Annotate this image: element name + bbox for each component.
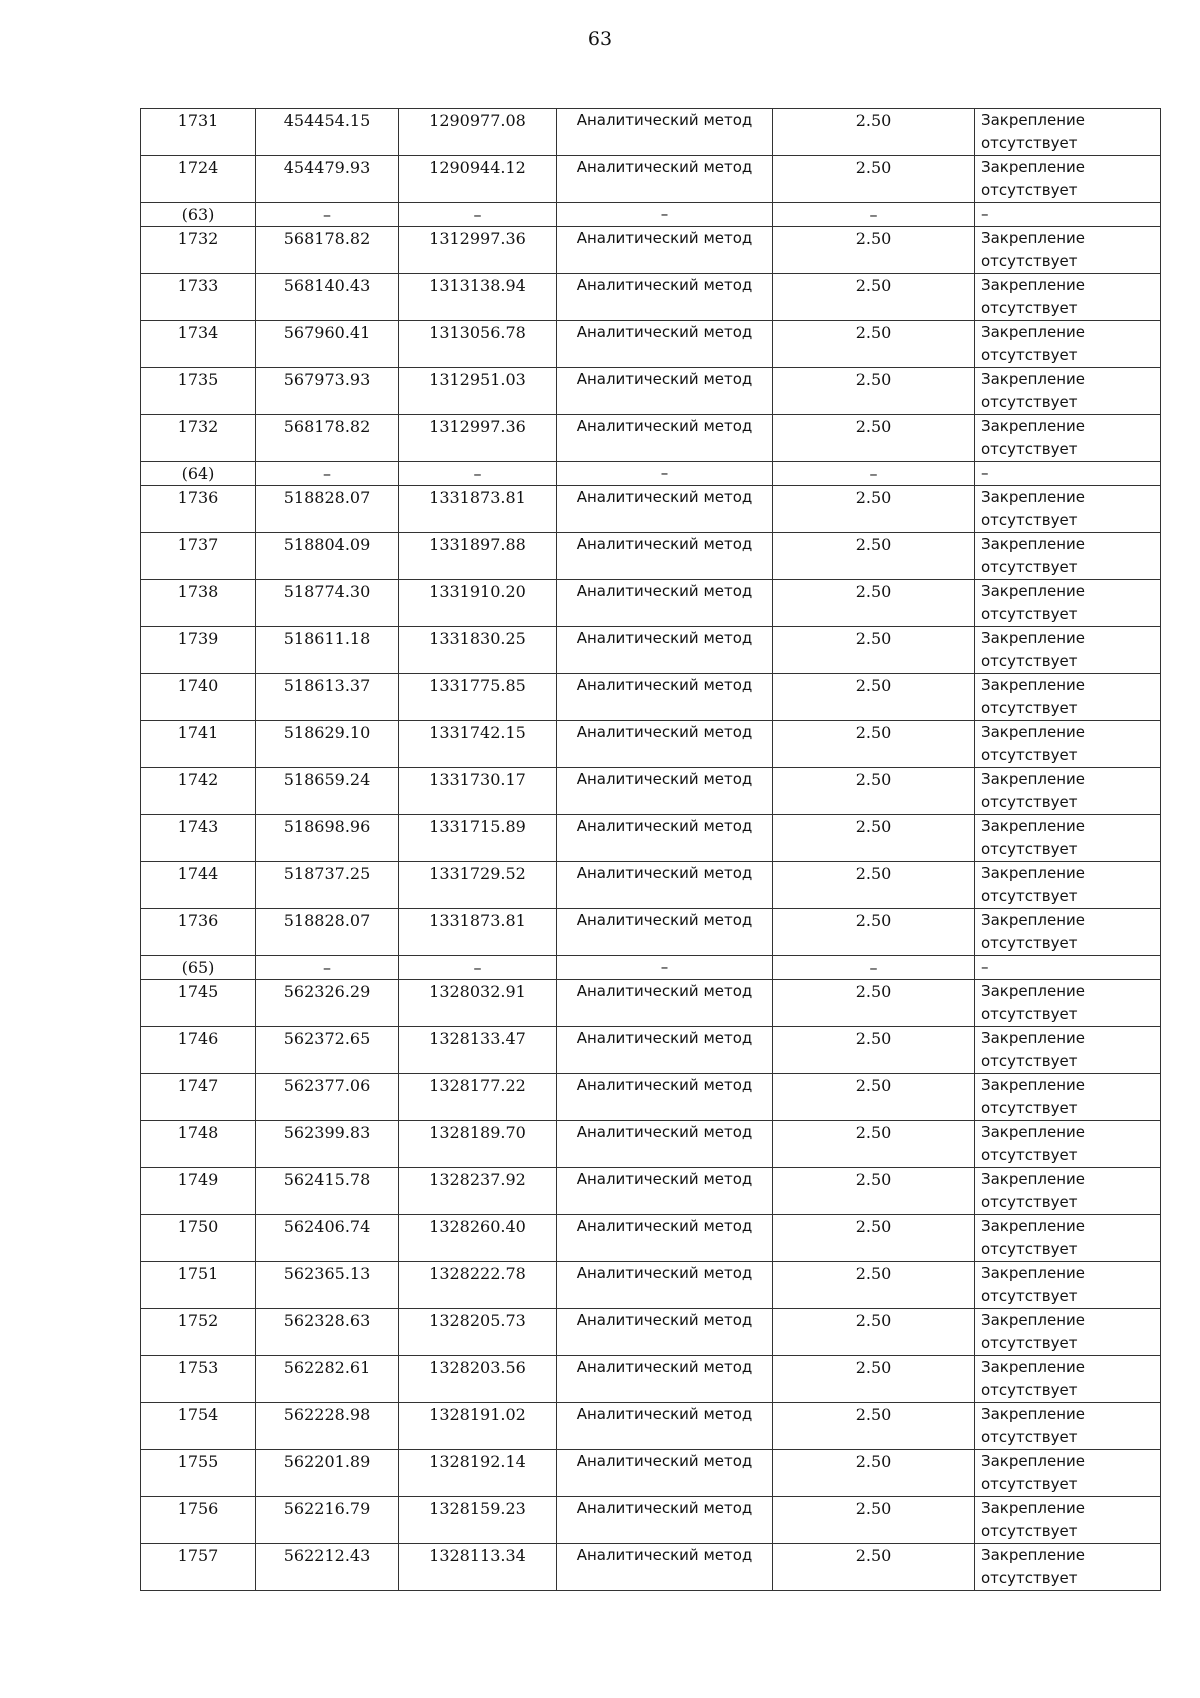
method-cell: Аналитический метод (557, 321, 773, 368)
table-row (141, 486, 1161, 533)
accuracy-cell: 2.50 (773, 674, 975, 721)
method-cell: Аналитический метод (557, 1168, 773, 1215)
coordinate-y-cell: 1331910.20 (399, 580, 557, 627)
method-cell: Аналитический метод (557, 1544, 773, 1591)
point-number-cell: 1736 (141, 486, 256, 533)
method-cell: Аналитический метод (557, 1403, 773, 1450)
coordinate-x-cell: 562372.65 (256, 1027, 399, 1074)
coordinate-y-cell: 1313056.78 (399, 321, 557, 368)
fixing-cell: Закрепление отсутствует (975, 156, 1161, 203)
coordinate-x-cell: 562282.61 (256, 1356, 399, 1403)
method-cell: Аналитический метод (557, 1121, 773, 1168)
method-cell: Аналитический метод (557, 533, 773, 580)
coordinate-y-cell: 1328189.70 (399, 1121, 557, 1168)
method-cell: Аналитический метод (557, 1309, 773, 1356)
fixing-cell: Закрепление отсутствует (975, 1262, 1161, 1309)
coordinate-x-cell: 568178.82 (256, 415, 399, 462)
point-number-cell: 1734 (141, 321, 256, 368)
point-number-cell: 1732 (141, 415, 256, 462)
fixing-cell: Закрепление отсутствует (975, 980, 1161, 1027)
table-row (141, 1356, 1161, 1403)
coordinate-x-cell: 562377.06 (256, 1074, 399, 1121)
accuracy-cell: 2.50 (773, 580, 975, 627)
coordinate-y-cell: 1331742.15 (399, 721, 557, 768)
coordinate-x-cell: 568140.43 (256, 274, 399, 321)
fixing-cell: Закрепление отсутствует (975, 415, 1161, 462)
point-number-cell: 1754 (141, 1403, 256, 1450)
table-row (141, 1027, 1161, 1074)
method-cell: Аналитический метод (557, 1497, 773, 1544)
coordinate-y-cell: 1331775.85 (399, 674, 557, 721)
table-row (141, 156, 1161, 203)
fixing-cell: Закрепление отсутствует (975, 1121, 1161, 1168)
method-cell: Аналитический метод (557, 627, 773, 674)
point-number-cell: 1731 (141, 109, 256, 156)
accuracy-cell: 2.50 (773, 909, 975, 956)
fixing-cell: Закрепление отсутствует (975, 815, 1161, 862)
fixing-cell: Закрепление отсутствует (975, 862, 1161, 909)
table-row (141, 1450, 1161, 1497)
fixing-cell: Закрепление отсутствует (975, 627, 1161, 674)
fixing-cell: Закрепление отсутствует (975, 274, 1161, 321)
method-cell: Аналитический метод (557, 1262, 773, 1309)
page-number: 63 (587, 28, 613, 50)
accuracy-cell: 2.50 (773, 533, 975, 580)
accuracy-cell: 2.50 (773, 721, 975, 768)
coordinate-y-cell: 1290977.08 (399, 109, 557, 156)
accuracy-cell: 2.50 (773, 1074, 975, 1121)
accuracy-cell: 2.50 (773, 156, 975, 203)
coordinate-y-cell: 1328177.22 (399, 1074, 557, 1121)
accuracy-cell: 2.50 (773, 415, 975, 462)
table-row (141, 1168, 1161, 1215)
table-row (141, 533, 1161, 580)
coordinate-y-cell: 1328222.78 (399, 1262, 557, 1309)
table-row (141, 980, 1161, 1027)
table-row (141, 721, 1161, 768)
point-number-cell: 1749 (141, 1168, 256, 1215)
table-row (141, 415, 1161, 462)
table-row (141, 1403, 1161, 1450)
coordinate-y-cell: 1313138.94 (399, 274, 557, 321)
table-row (141, 862, 1161, 909)
fixing-cell: Закрепление отсутствует (975, 1356, 1161, 1403)
point-number-cell: 1724 (141, 156, 256, 203)
coordinate-y-cell: 1328191.02 (399, 1403, 557, 1450)
method-cell: Аналитический метод (557, 156, 773, 203)
accuracy-cell: 2.50 (773, 227, 975, 274)
accuracy-cell: 2.50 (773, 1309, 975, 1356)
fixing-cell: Закрепление отсутствует (975, 227, 1161, 274)
table-row (141, 909, 1161, 956)
coordinate-x-cell: 454454.15 (256, 109, 399, 156)
coordinate-y-cell: 1312951.03 (399, 368, 557, 415)
accuracy-cell: 2.50 (773, 1262, 975, 1309)
table-row (141, 580, 1161, 627)
coordinate-x-cell: 518737.25 (256, 862, 399, 909)
fixing-cell: – (975, 956, 1161, 980)
fixing-cell: Закрепление отсутствует (975, 368, 1161, 415)
accuracy-cell: 2.50 (773, 1356, 975, 1403)
coordinate-x-cell: 518828.07 (256, 909, 399, 956)
coordinate-x-cell: 518629.10 (256, 721, 399, 768)
fixing-cell: Закрепление отсутствует (975, 1544, 1161, 1591)
fixing-cell: Закрепление отсутствует (975, 1027, 1161, 1074)
point-number-cell: 1745 (141, 980, 256, 1027)
coordinate-x-cell: 562365.13 (256, 1262, 399, 1309)
coordinate-y-cell: 1328237.92 (399, 1168, 557, 1215)
method-cell: Аналитический метод (557, 862, 773, 909)
table-row (141, 627, 1161, 674)
coordinate-x-cell: – (256, 203, 399, 227)
accuracy-cell: 2.50 (773, 274, 975, 321)
point-number-cell: 1740 (141, 674, 256, 721)
coordinate-x-cell: 562216.79 (256, 1497, 399, 1544)
coordinate-x-cell: 567973.93 (256, 368, 399, 415)
point-number-cell: (64) (141, 462, 256, 486)
accuracy-cell: 2.50 (773, 815, 975, 862)
coordinate-x-cell: 562328.63 (256, 1309, 399, 1356)
accuracy-cell: 2.50 (773, 1450, 975, 1497)
table-row (141, 1121, 1161, 1168)
coordinate-y-cell: 1331830.25 (399, 627, 557, 674)
point-number-cell: 1752 (141, 1309, 256, 1356)
point-number-cell: 1733 (141, 274, 256, 321)
coordinate-x-cell: – (256, 956, 399, 980)
method-cell: Аналитический метод (557, 109, 773, 156)
fixing-cell: Закрепление отсутствует (975, 674, 1161, 721)
method-cell: Аналитический метод (557, 1215, 773, 1262)
point-number-cell: (65) (141, 956, 256, 980)
point-number-cell: 1751 (141, 1262, 256, 1309)
method-cell: Аналитический метод (557, 768, 773, 815)
table-row (141, 815, 1161, 862)
point-number-cell: 1744 (141, 862, 256, 909)
point-number-cell: 1739 (141, 627, 256, 674)
method-cell: Аналитический метод (557, 980, 773, 1027)
table-row (141, 1074, 1161, 1121)
method-cell: Аналитический метод (557, 909, 773, 956)
fixing-cell: Закрепление отсутствует (975, 533, 1161, 580)
point-number-cell: 1737 (141, 533, 256, 580)
method-cell: – (557, 956, 773, 980)
point-number-cell: 1736 (141, 909, 256, 956)
fixing-cell: Закрепление отсутствует (975, 721, 1161, 768)
coordinate-y-cell: 1328159.23 (399, 1497, 557, 1544)
point-number-cell: 1755 (141, 1450, 256, 1497)
method-cell: Аналитический метод (557, 274, 773, 321)
fixing-cell: Закрепление отсутствует (975, 909, 1161, 956)
accuracy-cell: 2.50 (773, 368, 975, 415)
point-number-cell: 1753 (141, 1356, 256, 1403)
fixing-cell: – (975, 203, 1161, 227)
fixing-cell: Закрепление отсутствует (975, 1309, 1161, 1356)
coordinate-y-cell: 1328032.91 (399, 980, 557, 1027)
point-number-cell: 1747 (141, 1074, 256, 1121)
fixing-cell: Закрепление отсутствует (975, 109, 1161, 156)
table-row (141, 674, 1161, 721)
accuracy-cell: – (773, 203, 975, 227)
accuracy-cell: 2.50 (773, 1215, 975, 1262)
fixing-cell: Закрепление отсутствует (975, 1450, 1161, 1497)
coordinate-x-cell: – (256, 462, 399, 486)
fixing-cell: Закрепление отсутствует (975, 321, 1161, 368)
coordinate-x-cell: 568178.82 (256, 227, 399, 274)
coordinate-x-cell: 518611.18 (256, 627, 399, 674)
fixing-cell: Закрепление отсутствует (975, 1168, 1161, 1215)
table-row (141, 109, 1161, 156)
point-number-cell: 1756 (141, 1497, 256, 1544)
table-row (141, 1497, 1161, 1544)
method-cell: Аналитический метод (557, 815, 773, 862)
coordinate-x-cell: 562415.78 (256, 1168, 399, 1215)
accuracy-cell: 2.50 (773, 486, 975, 533)
coordinate-y-cell: 1331873.81 (399, 909, 557, 956)
fixing-cell: Закрепление отсутствует (975, 580, 1161, 627)
coordinate-y-cell: 1328192.14 (399, 1450, 557, 1497)
coordinate-y-cell: 1331730.17 (399, 768, 557, 815)
method-cell: Аналитический метод (557, 368, 773, 415)
accuracy-cell: 2.50 (773, 321, 975, 368)
coordinate-y-cell: 1328203.56 (399, 1356, 557, 1403)
coordinate-y-cell: 1331729.52 (399, 862, 557, 909)
fixing-cell: Закрепление отсутствует (975, 1403, 1161, 1450)
method-cell: Аналитический метод (557, 415, 773, 462)
coordinate-x-cell: 562399.83 (256, 1121, 399, 1168)
method-cell: Аналитический метод (557, 674, 773, 721)
coordinate-x-cell: 562326.29 (256, 980, 399, 1027)
coordinate-y-cell: 1312997.36 (399, 227, 557, 274)
coordinate-y-cell: 1328260.40 (399, 1215, 557, 1262)
fixing-cell: Закрепление отсутствует (975, 768, 1161, 815)
coordinates-table (140, 108, 1161, 1591)
accuracy-cell: 2.50 (773, 109, 975, 156)
coordinate-x-cell: 562228.98 (256, 1403, 399, 1450)
point-number-cell: 1735 (141, 368, 256, 415)
contour-separator-row (141, 203, 1161, 227)
table-row (141, 227, 1161, 274)
method-cell: Аналитический метод (557, 580, 773, 627)
table-row (141, 321, 1161, 368)
coordinate-x-cell: 567960.41 (256, 321, 399, 368)
method-cell: – (557, 203, 773, 227)
fixing-cell: Закрепление отсутствует (975, 1074, 1161, 1121)
coordinate-x-cell: 562406.74 (256, 1215, 399, 1262)
accuracy-cell: – (773, 462, 975, 486)
accuracy-cell: 2.50 (773, 1168, 975, 1215)
accuracy-cell: 2.50 (773, 1121, 975, 1168)
table-row (141, 1309, 1161, 1356)
coordinate-x-cell: 518659.24 (256, 768, 399, 815)
accuracy-cell: 2.50 (773, 1497, 975, 1544)
method-cell: – (557, 462, 773, 486)
point-number-cell: 1738 (141, 580, 256, 627)
method-cell: Аналитический метод (557, 1450, 773, 1497)
coordinate-y-cell: – (399, 956, 557, 980)
coordinate-y-cell: 1331897.88 (399, 533, 557, 580)
coordinate-y-cell: 1331873.81 (399, 486, 557, 533)
coordinate-y-cell: – (399, 203, 557, 227)
method-cell: Аналитический метод (557, 721, 773, 768)
accuracy-cell: 2.50 (773, 1027, 975, 1074)
method-cell: Аналитический метод (557, 1356, 773, 1403)
coordinate-y-cell: 1328133.47 (399, 1027, 557, 1074)
point-number-cell: 1743 (141, 815, 256, 862)
coordinate-y-cell: 1328205.73 (399, 1309, 557, 1356)
method-cell: Аналитический метод (557, 1074, 773, 1121)
coordinate-y-cell: 1328113.34 (399, 1544, 557, 1591)
contour-separator-row (141, 956, 1161, 980)
coordinate-x-cell: 562201.89 (256, 1450, 399, 1497)
fixing-cell: – (975, 462, 1161, 486)
fixing-cell: Закрепление отсутствует (975, 1497, 1161, 1544)
coordinate-x-cell: 454479.93 (256, 156, 399, 203)
table-row (141, 1215, 1161, 1262)
accuracy-cell: 2.50 (773, 627, 975, 674)
point-number-cell: 1732 (141, 227, 256, 274)
coordinate-y-cell: 1290944.12 (399, 156, 557, 203)
coordinate-x-cell: 518828.07 (256, 486, 399, 533)
coordinate-x-cell: 518804.09 (256, 533, 399, 580)
method-cell: Аналитический метод (557, 1027, 773, 1074)
point-number-cell: 1746 (141, 1027, 256, 1074)
accuracy-cell: – (773, 956, 975, 980)
fixing-cell: Закрепление отсутствует (975, 486, 1161, 533)
table-row (141, 274, 1161, 321)
accuracy-cell: 2.50 (773, 1403, 975, 1450)
point-number-cell: 1742 (141, 768, 256, 815)
accuracy-cell: 2.50 (773, 862, 975, 909)
coordinate-y-cell: – (399, 462, 557, 486)
point-number-cell: 1750 (141, 1215, 256, 1262)
table-row (141, 1544, 1161, 1591)
point-number-cell: 1748 (141, 1121, 256, 1168)
table-row (141, 1262, 1161, 1309)
table-row (141, 368, 1161, 415)
point-number-cell: 1741 (141, 721, 256, 768)
contour-separator-row (141, 462, 1161, 486)
method-cell: Аналитический метод (557, 486, 773, 533)
point-number-cell: (63) (141, 203, 256, 227)
coordinate-y-cell: 1312997.36 (399, 415, 557, 462)
coordinate-x-cell: 562212.43 (256, 1544, 399, 1591)
coordinate-y-cell: 1331715.89 (399, 815, 557, 862)
accuracy-cell: 2.50 (773, 1544, 975, 1591)
fixing-cell: Закрепление отсутствует (975, 1215, 1161, 1262)
coordinate-x-cell: 518613.37 (256, 674, 399, 721)
table-row (141, 768, 1161, 815)
coordinates-table-body (141, 109, 1161, 1591)
coordinate-x-cell: 518698.96 (256, 815, 399, 862)
accuracy-cell: 2.50 (773, 980, 975, 1027)
coordinate-x-cell: 518774.30 (256, 580, 399, 627)
method-cell: Аналитический метод (557, 227, 773, 274)
accuracy-cell: 2.50 (773, 768, 975, 815)
point-number-cell: 1757 (141, 1544, 256, 1591)
